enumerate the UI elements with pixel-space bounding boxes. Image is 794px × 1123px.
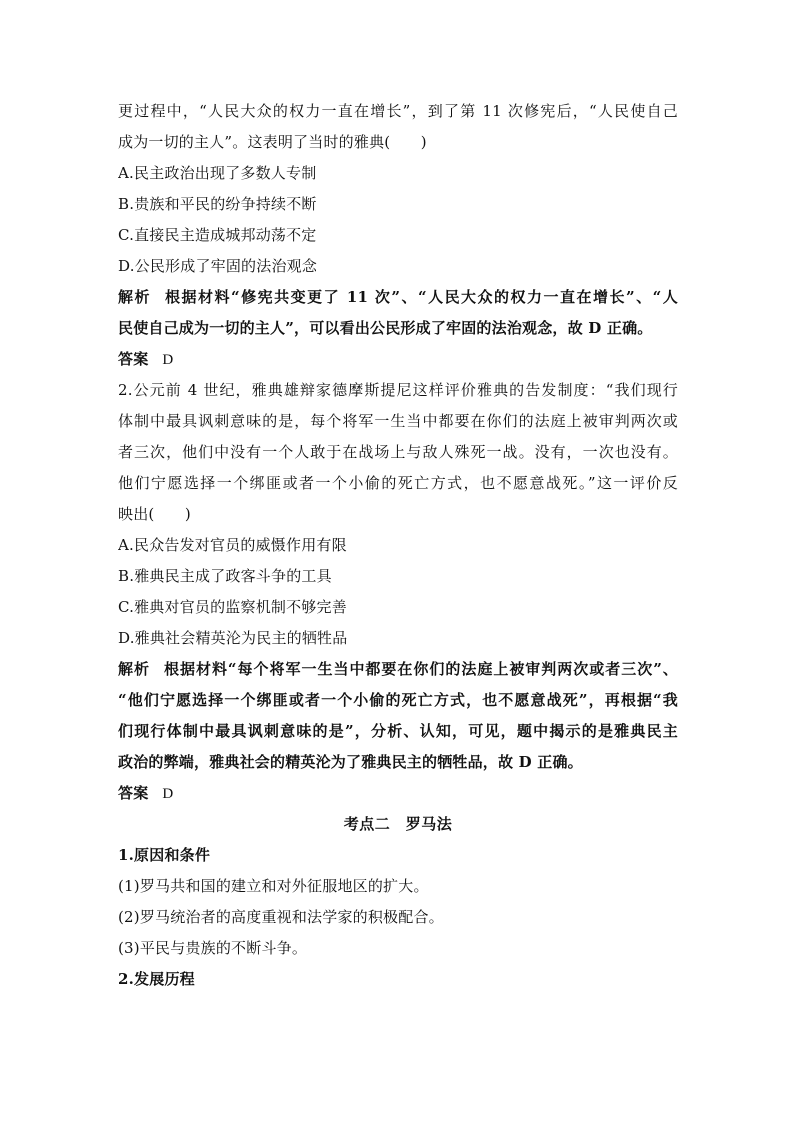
- q1-option-b: B.贵族和平民的纷争持续不断: [118, 195, 317, 213]
- section-title: 考点二 罗马法: [343, 815, 453, 833]
- q1-analysis-text-1: 根据材料“修宪共变更了 11 次”、“人民大众的权力一直在增长”、“人: [165, 288, 678, 306]
- q2-analysis-line-3: 们现行体制中最具讽刺意味的是”，分析、认知，可见，题中揭示的是雅典民主: [118, 722, 678, 740]
- q2-stem-line-1: 2.公元前 4 世纪，雅典雄辩家德摩斯提尼这样评价雅典的告发制度：“我们现行: [118, 381, 678, 399]
- q2-analysis-label: 解析: [118, 660, 150, 678]
- q2-stem-line-4: 他们宁愿选择一个绑匪或者一个小偷的死亡方式，也不愿意战死。”这一评价反: [118, 474, 678, 492]
- q2-analysis-line-2: “他们宁愿选择一个绑匪或者一个小偷的死亡方式，也不愿意战死”，再根据“我: [118, 691, 678, 709]
- document-page: [118, 96, 678, 995]
- q1-stem-line-1: 更过程中，“人民大众的权力一直在增长”，到了第 11 次修宪后，“人民使自己: [118, 102, 678, 120]
- q2-option-a: A.民众告发对官员的威慑作用有限: [118, 536, 347, 554]
- q1-analysis-line-2: 民使自己成为一切的主人”，可以看出公民形成了牢固的法治观念，故 D 正确。: [118, 319, 653, 337]
- q2-answer-label: 答案: [118, 784, 149, 802]
- q2-analysis-line-1: [118, 654, 678, 685]
- q1-option-d: D.公民形成了牢固的法治观念: [118, 257, 318, 275]
- q2-stem-line-3: 者三次，他们中没有一个人敢于在战场上与敌人殊死一战。没有，一次也没有。: [118, 443, 678, 461]
- q2-option-d: D.雅典社会精英沦为民主的牺牲品: [118, 629, 348, 647]
- q1-analysis-label: 解析: [118, 288, 151, 306]
- q1-analysis-line-1: [118, 282, 678, 313]
- q2-option-b: B.雅典民主成了政客斗争的工具: [118, 567, 332, 585]
- section-item-1: (1)罗马共和国的建立和对外征服地区的扩大。: [118, 877, 429, 895]
- section-item-3: (3)平民与贵族的不断斗争。: [118, 939, 308, 957]
- q1-answer: [118, 344, 678, 375]
- q2-answer-value: D: [162, 786, 174, 802]
- q1-answer-value: D: [162, 352, 174, 368]
- q1-stem-line-2: 成为一切的主人”。这表明了当时的雅典( ): [118, 133, 427, 151]
- section-heading-causes: 1.原因和条件: [118, 846, 211, 864]
- q1-answer-label: 答案: [118, 350, 149, 368]
- section-item-2: (2)罗马统治者的高度重视和法学家的积极配合。: [118, 908, 444, 926]
- q2-stem-line-5: 映出( ): [118, 505, 191, 523]
- q2-option-c: C.雅典对官员的监察机制不够完善: [118, 598, 347, 616]
- q2-answer: [118, 778, 678, 809]
- section-heading-history: 2.发展历程: [118, 970, 195, 988]
- q1-option-c: C.直接民主造成城邦动荡不定: [118, 226, 317, 244]
- q2-analysis-text-1: 根据材料“每个将军一生当中都要在你们的法庭上被审判两次或者三次”、: [163, 660, 678, 678]
- q2-stem-line-2: 体制中最具讽刺意味的是，每个将军一生当中都要在你们的法庭上被审判两次或: [118, 412, 678, 430]
- q2-analysis-line-4: 政治的弊端，雅典社会的精英沦为了雅典民主的牺牲品，故 D 正确。: [118, 753, 583, 771]
- q1-option-a: A.民主政治出现了多数人专制: [118, 164, 317, 182]
